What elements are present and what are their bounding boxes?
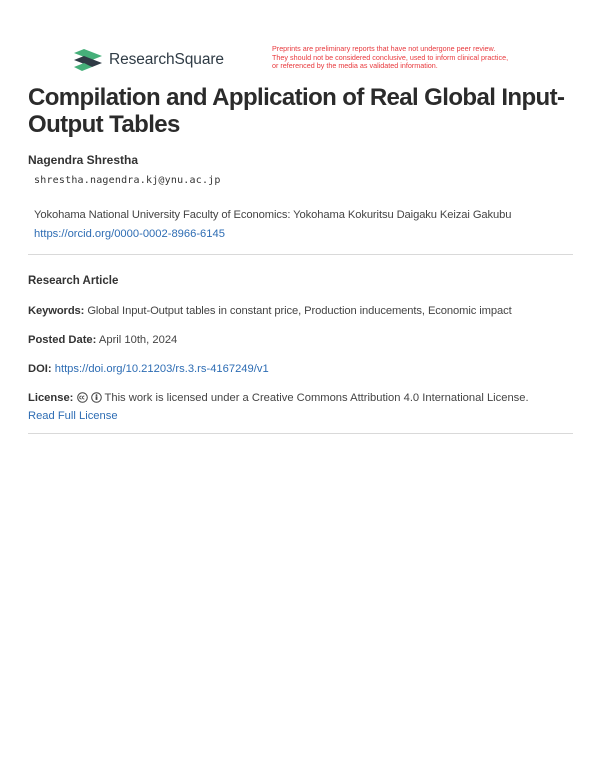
brand-word-research: Research — [109, 51, 175, 68]
license-text: This work is licensed under a Creative Commons Attribution 4.0 International License. — [104, 392, 529, 404]
license-label: License: — [28, 392, 74, 404]
orcid-link[interactable]: https://orcid.org/0000-0002-8966-6145 — [34, 228, 225, 240]
posted-date-label: Posted Date: — [28, 334, 97, 346]
divider — [28, 254, 573, 255]
brand-name — [109, 51, 224, 69]
doi-label: DOI: — [28, 363, 52, 375]
doi-row — [28, 363, 269, 375]
license-row — [28, 392, 529, 406]
author-affiliation: Yokohama National University Faculty of Economics: Yokohama Kokuritsu Daigaku Keizai Gakubu — [34, 209, 512, 221]
doi-link[interactable]: https://doi.org/10.21203/rs.3.rs-4167249/v1 — [54, 363, 269, 375]
posted-date-row — [28, 334, 177, 346]
author-name: Nagendra Shrestha — [28, 153, 139, 167]
divider — [28, 433, 573, 434]
paper-title: Compilation and Application of Real Global Input-Output Tables — [28, 84, 565, 138]
article-type: Research Article — [28, 275, 119, 287]
cc-icon — [77, 392, 88, 406]
posted-date-value: April 10th, 2024 — [98, 334, 178, 346]
disclaimer-line: or referenced by the media as validated information. — [272, 61, 438, 71]
keywords-value: Global Input-Output tables in constant price, Production inducements, Economic impact — [87, 305, 512, 317]
brand-word-square: Square — [174, 51, 224, 68]
keywords-label: Keywords: — [28, 305, 85, 317]
keywords-row — [28, 305, 512, 317]
preprint-disclaimer — [272, 45, 572, 71]
cc-by-icon — [91, 392, 102, 406]
research-square-logo-icon — [74, 49, 102, 71]
disclaimer-line: Preprints are preliminary reports that have not undergone peer review. — [272, 44, 496, 53]
author-email: shrestha.nagendra.kj@ynu.ac.jp — [34, 175, 221, 186]
research-square-logo[interactable] — [74, 49, 224, 71]
disclaimer-line: They should not be considered conclusive, used to inform clinical practice, — [272, 52, 509, 62]
read-full-license-link[interactable]: Read Full License — [28, 410, 118, 422]
